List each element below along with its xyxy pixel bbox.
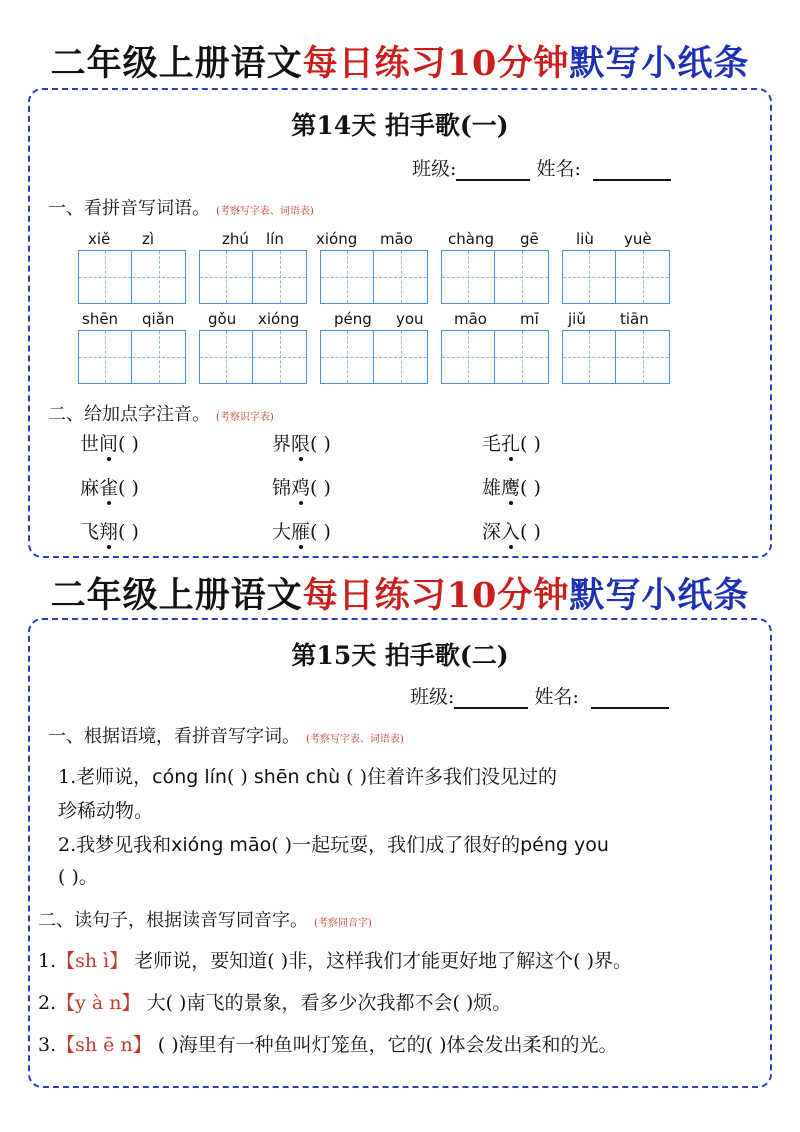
name-blank[interactable]	[593, 161, 671, 181]
worksheet-day14	[28, 88, 772, 558]
writing-grid[interactable]	[199, 250, 307, 304]
worksheet-day15	[28, 618, 772, 1088]
day14-section2-title: 二、给加点字注音。 (考察识字表)	[48, 404, 274, 425]
word-item: 界限( )	[272, 429, 331, 456]
day15-section1-title: 一、根据语境，看拼音写字词。 (考察写字表、词语表)	[48, 726, 404, 747]
name-label: 姓名:	[534, 686, 579, 708]
banner-part2: 每日练习10分钟	[302, 575, 570, 616]
banner-part3: 默写小纸条	[569, 575, 750, 616]
banner-part3: 默写小纸条	[569, 43, 750, 84]
page-banner-top	[0, 36, 800, 86]
writing-grid[interactable]	[320, 250, 428, 304]
writing-grid[interactable]	[320, 330, 428, 384]
page-banner-bottom	[0, 568, 800, 618]
word-item: 深入( )	[482, 517, 541, 544]
day15-section2-title: 二、读句子，根据读音写同音字。 (考察同音字)	[38, 910, 372, 931]
pinyin: gǒu	[208, 310, 237, 328]
class-label: 班级:	[410, 686, 455, 708]
writing-grid[interactable]	[441, 250, 549, 304]
writing-grid[interactable]	[78, 330, 186, 384]
class-blank[interactable]	[456, 161, 530, 181]
pinyin: liù	[576, 230, 594, 248]
writing-grid[interactable]	[441, 330, 549, 384]
word-item: 雄鹰( )	[482, 473, 541, 500]
pinyin: chàng	[448, 230, 494, 248]
banner-part1: 二年级上册语文	[50, 575, 303, 616]
pinyin: xiě	[88, 230, 111, 248]
sentence-1: 1.【sh ì】 老师说，要知道( )非，这样我们才能更好地了解这个( )界。	[38, 950, 633, 972]
writing-grid[interactable]	[199, 330, 307, 384]
writing-grid[interactable]	[562, 250, 670, 304]
day14-class-name-line	[412, 154, 671, 181]
writing-grid[interactable]	[562, 330, 670, 384]
question-1-line1: 1.老师说，cóng lín( ) shēn chù ( )住着许多我们没见过的	[58, 766, 558, 788]
pinyin: māo	[454, 310, 487, 328]
pinyin: péng	[334, 310, 372, 328]
name-label: 姓名:	[536, 158, 581, 180]
day14-section1-title: 一、看拼音写词语。 (考察写字表、词语表)	[48, 198, 314, 219]
word-item: 麻雀( )	[80, 473, 139, 500]
word-item: 飞翔( )	[80, 517, 139, 544]
day15-title: 第15天 拍手歌(二)	[291, 641, 509, 670]
word-item: 毛孔( )	[482, 429, 541, 456]
pinyin: māo	[380, 230, 413, 248]
pinyin: lín	[266, 230, 284, 248]
pinyin: tiān	[620, 310, 649, 328]
pinyin: gē	[520, 230, 539, 248]
pinyin: jiǔ	[568, 310, 586, 328]
class-label: 班级:	[412, 158, 457, 180]
pinyin: xióng	[316, 230, 358, 248]
word-item: 锦鸡( )	[272, 473, 331, 500]
pinyin: yuè	[624, 230, 652, 248]
pinyin: zhú	[222, 230, 249, 248]
pinyin: shēn	[82, 310, 119, 328]
pinyin: qiǎn	[142, 310, 175, 328]
pinyin: zì	[142, 230, 155, 248]
banner-part2: 每日练习10分钟	[302, 43, 570, 84]
sentence-3: 3.【sh ē n】 ( )海里有一种鱼叫灯笼鱼，它的( )体会发出柔和的光。	[38, 1034, 618, 1056]
question-2-line2: ( )。	[58, 866, 98, 888]
question-2-line1: 2.我梦见我和xióng māo( )一起玩耍，我们成了很好的péng you	[58, 834, 609, 856]
writing-grid[interactable]	[78, 250, 186, 304]
day14-title: 第14天 拍手歌(一)	[291, 111, 509, 140]
pinyin: you	[396, 310, 424, 328]
banner-part1: 二年级上册语文	[50, 43, 303, 84]
question-1-line2: 珍稀动物。	[58, 800, 154, 822]
pinyin: xióng	[258, 310, 300, 328]
word-item: 世间( )	[80, 429, 139, 456]
word-item: 大雁( )	[272, 517, 331, 544]
class-blank[interactable]	[454, 689, 528, 709]
name-blank[interactable]	[591, 689, 669, 709]
pinyin: mī	[520, 310, 539, 328]
sentence-2: 2.【y à n】 大( )南飞的景象，看多少次我都不会( )烦。	[38, 992, 512, 1014]
day15-class-name-line	[410, 682, 669, 709]
